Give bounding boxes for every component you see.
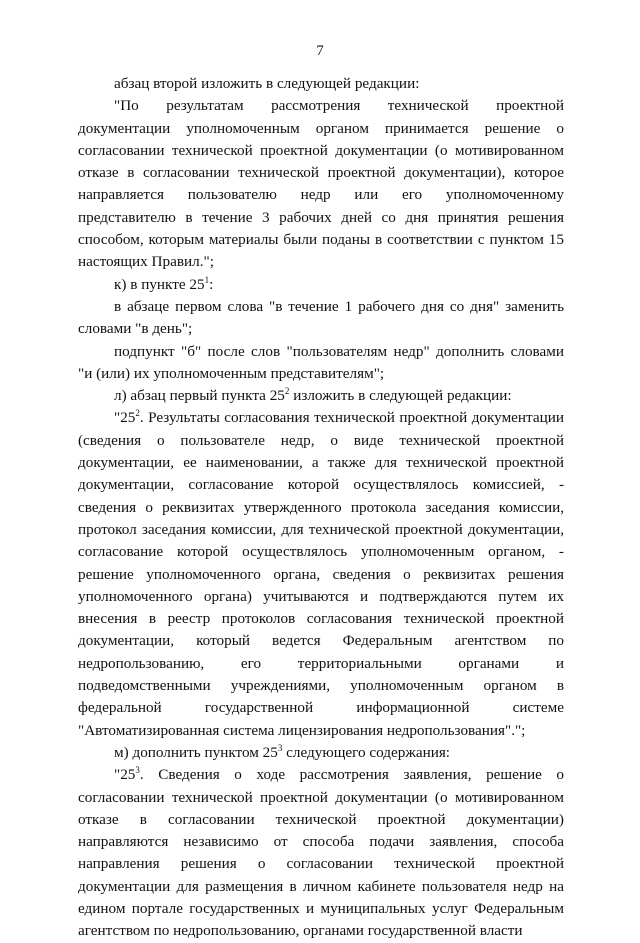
point-25-2-superscript: 2 xyxy=(135,408,140,419)
paragraph-point-25-2 xyxy=(78,407,564,741)
document-body xyxy=(78,73,564,943)
paragraph-replace-words: в абзаце первом слова "в течение 1 рабочего дня со дня" заменить словами "в день"; xyxy=(78,297,564,338)
paragraph-subitem-b: подпункт "б" после слов "пользователям недр" дополнить словами "и (или) их уполномоченным представителям"; xyxy=(78,342,564,382)
paragraph-point-25-3 xyxy=(78,764,564,942)
paragraph-item-m xyxy=(78,742,564,764)
point-25-3-start: "25 xyxy=(114,766,136,784)
point-25-2-start: "25 xyxy=(114,409,136,427)
item-k-text-end: : xyxy=(209,275,214,293)
point-25-2-text: . Результаты согласования технической проектной документации (сведения о пользователе недр, о виде технической проектной документации, ее наименовании, а также для технической проектной документации, согласование которой осуществлялось комиссией, - сведения о реквизитах утвержденного протокола заседания комиссии, протокол заседания комиссии, для технической проектной документации, согласование которой осуществлялось уполномоченным органом, - решение уполномоченного органа, сведения о реквизитах решения уполномоченного органа) учитываются и подтверждаются путем их внесения в реестр протоколов согласования технической проектной документации, который ведется Федеральным агентством по недропользованию, его территориальными органами и подведомственными учреждениями, уполномоченным органом в федеральной государственной информационной системе "Автоматизированная система лицензирования недропользования"."; xyxy=(78,409,564,739)
item-m-text-end: следующего содержания: xyxy=(282,743,451,761)
paragraph-item-k xyxy=(78,274,564,296)
paragraph-instruction-paragraph-two: абзац второй изложить в следующей редакции: xyxy=(114,75,420,92)
item-m-text: м) дополнить пунктом 25 xyxy=(114,743,278,761)
paragraph-quoted-decision: "По результатам рассмотрения технической проектной документации уполномоченным органом принимается решение о согласовании технической проектной документации (о мотивированном отказе в согласовании технической проектной документации), которое направляется пользователю недр или его уполномоченному представителю в течение 3 рабочих дней со дня принятия решения способом, которым материалы были поданы в соответствии с пунктом 15 настоящих Правил."; xyxy=(78,97,564,271)
page-number: 7 xyxy=(316,43,324,59)
paragraph-item-l xyxy=(78,385,564,407)
point-25-3-text: . Сведения о ходе рассмотрения заявления, решение о согласовании технической проектной документации (о мотивированном отказе в согласовании технической проектной документации) направляются независимо от способа подачи заявления, способа направления решения о согласовании технической проектной документации для размещения в личном кабинете пользователя недр на едином портале государственных и муниципальных услуг Федеральным агентством по недропользованию, органами государственной власти xyxy=(78,766,564,940)
point-25-3-superscript: 3 xyxy=(135,765,140,776)
item-k-text: к) в пункте 25 xyxy=(114,275,205,293)
item-l-superscript: 2 xyxy=(284,386,290,397)
item-k-superscript: 1 xyxy=(204,274,210,285)
item-l-text: л) абзац первый пункта 25 xyxy=(114,387,285,405)
item-l-text-end: изложить в следующей редакции: xyxy=(289,387,512,405)
item-m-superscript: 3 xyxy=(277,742,283,753)
